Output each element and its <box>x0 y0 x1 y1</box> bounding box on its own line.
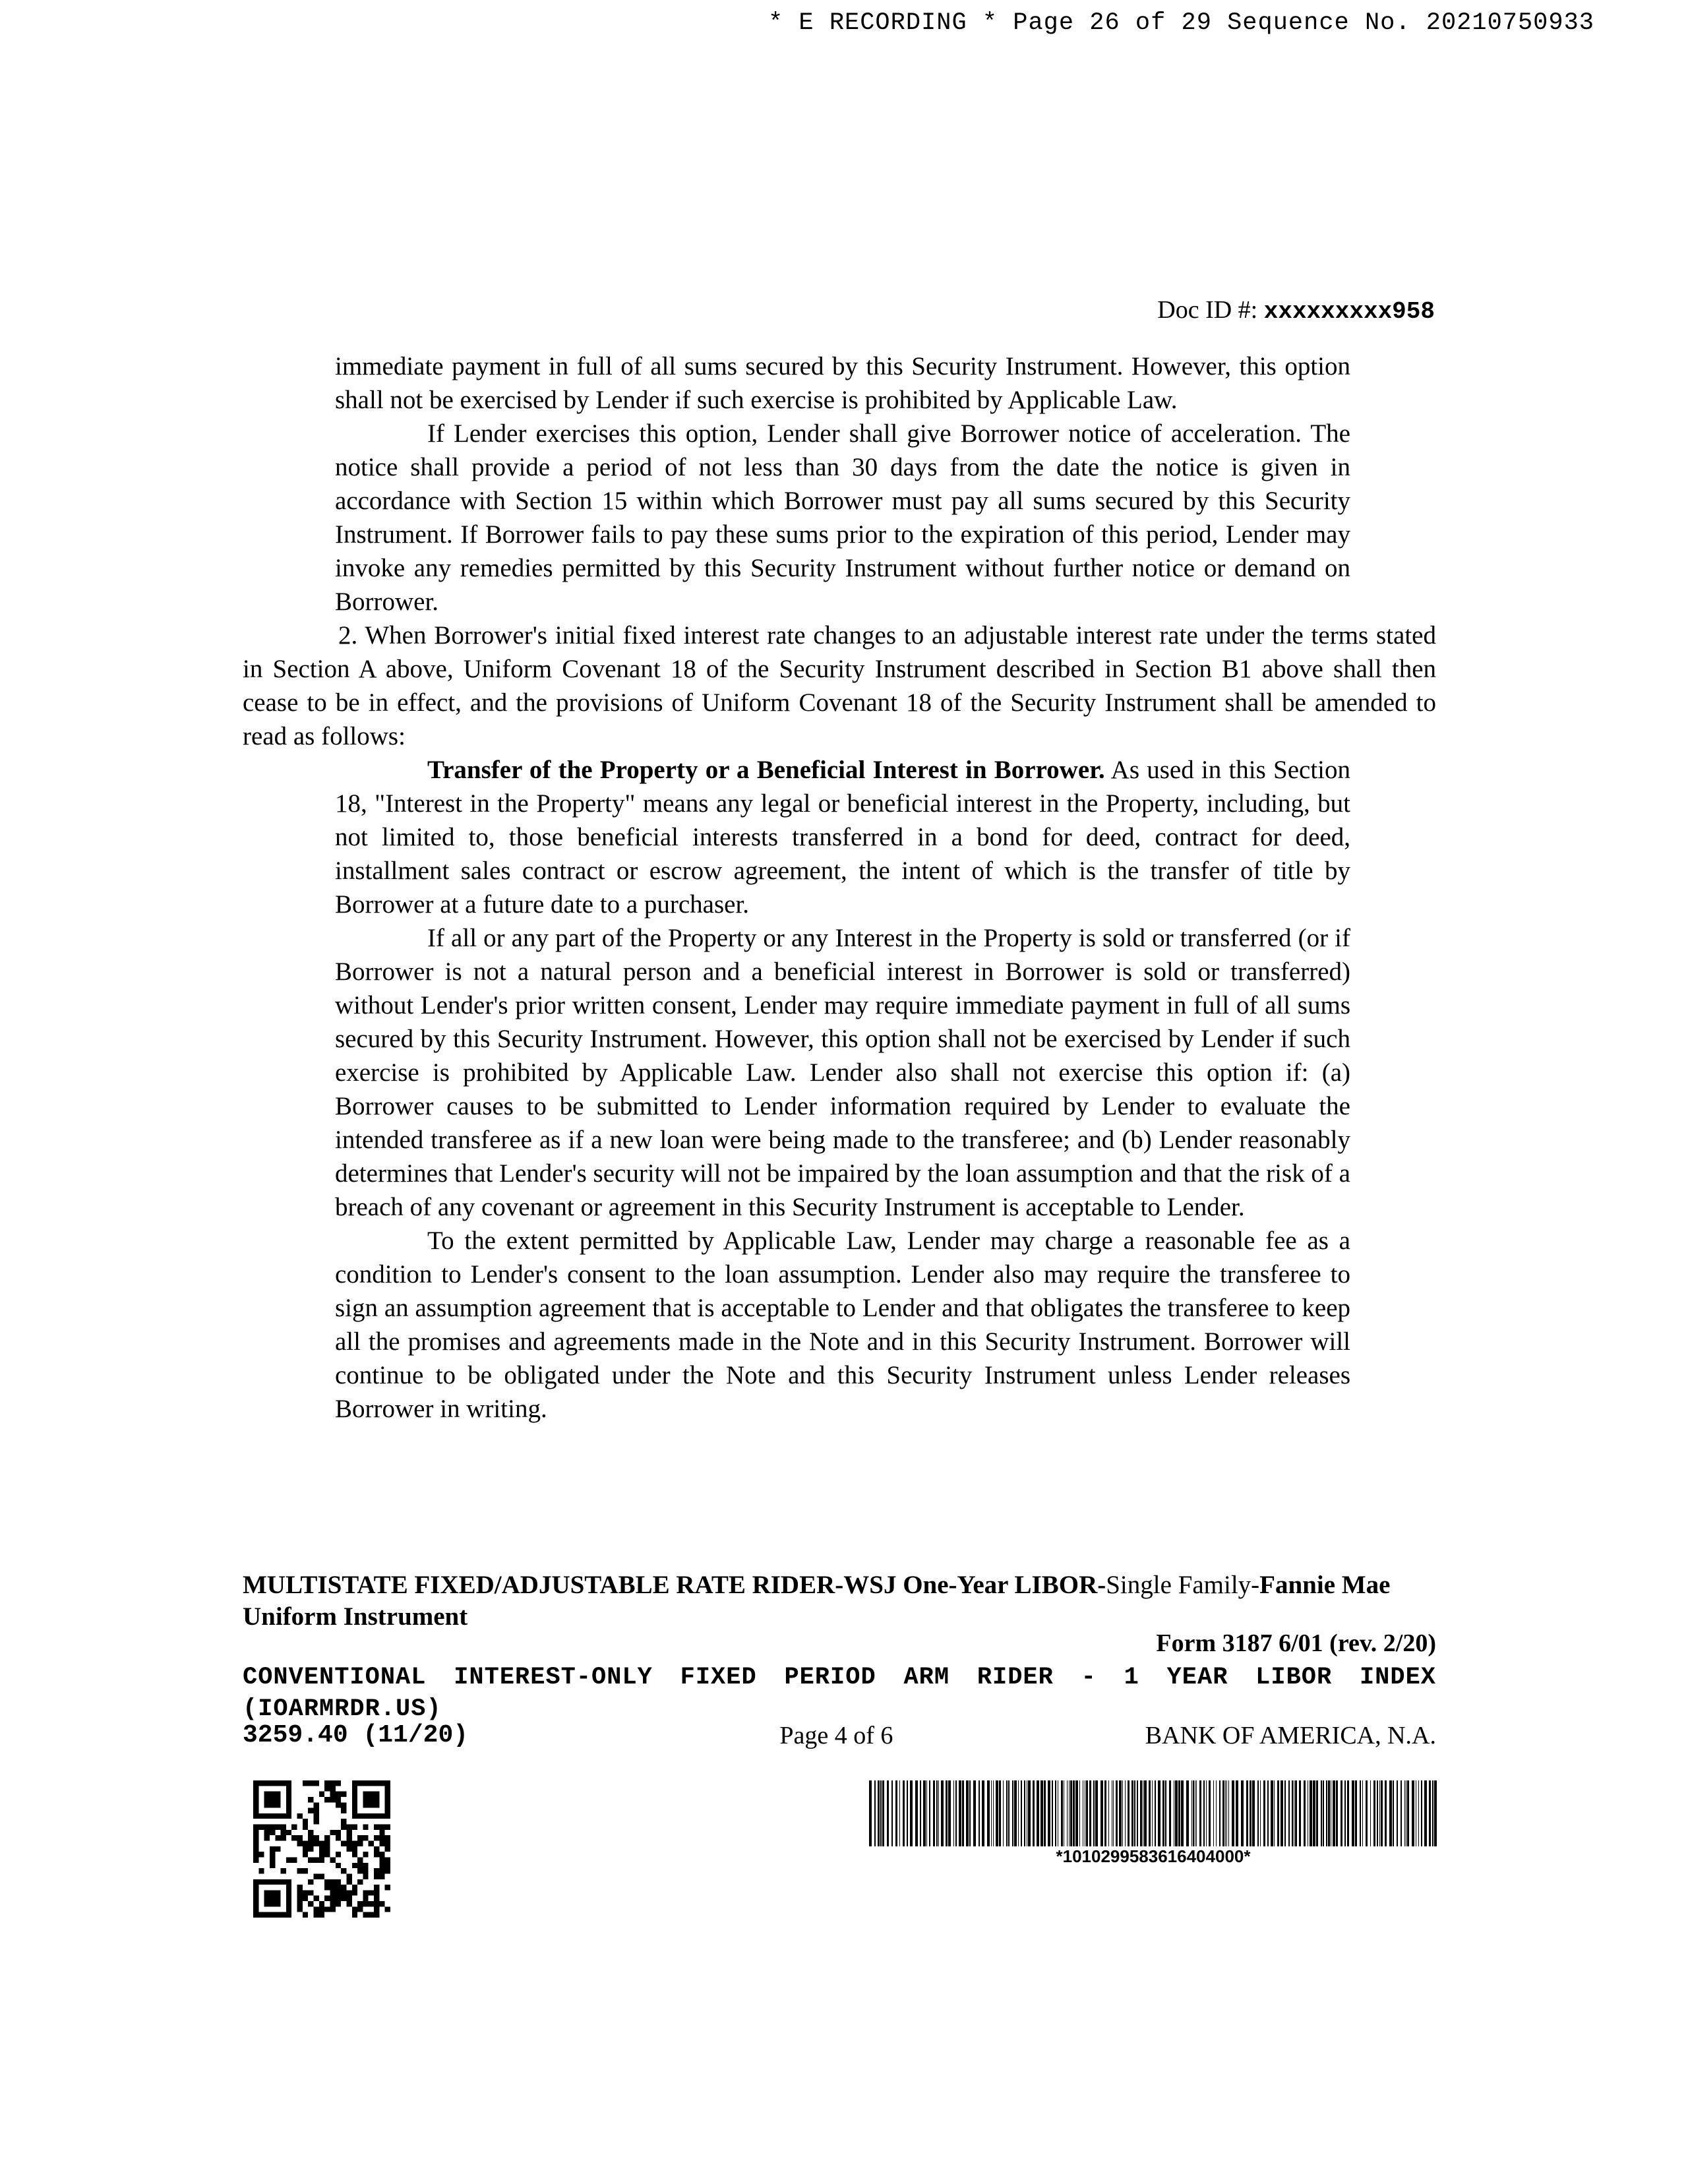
rider-title-line2: Uniform Instrument <box>243 1602 468 1631</box>
doc-id-label: Doc ID #: <box>1157 296 1258 324</box>
paragraph-assumption-fee: To the extent permitted by Applicable Law, Lender may charge a reasonable fee as a condition to Lender's consent to the loan assumption. Lender also may require the transferee to sign an assumption agreement that is acceptable to Lender and that obligates the transferee to keep all the promises and agreements made in the Note and in this Security Instrument. Borrower will continue to be obligated under the Note and this Security Instrument unless Lender releases Borrower in writing. <box>335 1227 1350 1423</box>
rider-title <box>243 1569 1436 1633</box>
paragraph-acceleration-continued: immediate payment in full of all sums secured by this Security Instrument. However, this option shall not be exercised by Lender if such exercise is prohibited by Applicable Law. <box>335 352 1350 414</box>
paragraph-transfer-consent: If all or any part of the Property or any Interest in the Property is sold or transferred (or if Borrower is not a natural person and a beneficial interest in Borrower is sold or transferred) without Lender's prior written consent, Lender may require immediate payment in full of all sums secured by this Security Instrument. However, this option shall not be exercised by Lender if such exercise is prohibited by Applicable Law. Lender also shall not exercise this option if: (a) Borrower causes to be submitted to Lender information required by Lender to evaluate the intended transferee as if a new loan were being made to the transferee; and (b) Lender reasonably determines that Lender's security will not be impaired by the loan assumption and that the risk of a breach of any covenant or agreement in this Security Instrument is acceptable to Lender. <box>335 924 1350 1221</box>
paragraph-covenant-18-text: 2. When Borrower's initial fixed interest rate changes to an adjustable interest rate under the terms stated in Section A above, Uniform Covenant 18 of the Security Instrument described in Section B1 above shall then cease to be in effect, and the provisions of Uniform Covenant 18 of the Security Instrument shall be amended to read as follows: <box>243 621 1436 750</box>
conventional-rider-line <box>243 1662 1436 1725</box>
paragraph-covenant-18-amendment <box>243 619 1436 753</box>
page-label: Page 4 of 6 <box>779 1722 893 1749</box>
form-number: Form 3187 6/01 (rev. 2/20) <box>1156 1629 1436 1657</box>
transfer-definition-text: As used in this Section 18, "Interest in the Property" means any legal or beneficial interest in the Property, including, but not limited to, those beneficial interests transferred in a bond for deed, contract for deed, installment sales contract or escrow agreement, the intent of which is the transfer of title by Borrower at a future date to a purchaser. <box>335 756 1350 919</box>
paragraph-transfer-definition <box>335 753 1350 921</box>
document-body <box>243 349 1436 1426</box>
qr-code-icon <box>253 1780 390 1918</box>
transfer-heading: Transfer of the Property or a Beneficial Interest in Borrower. <box>427 756 1105 784</box>
footer-bottom-row <box>243 1721 1436 1750</box>
rider-title-bold: MULTISTATE FIXED/ADJUSTABLE RATE RIDER-WSJ One-Year LIBOR- <box>243 1571 1106 1599</box>
doc-id-value: xxxxxxxxx958 <box>1263 298 1435 325</box>
rider-title-normal: Single Family- <box>1106 1571 1260 1599</box>
lender-name: BANK OF AMERICA, N.A. <box>1145 1722 1436 1749</box>
paragraph-notice-of-acceleration: If Lender exercises this option, Lender shall give Borrower notice of acceleration. The notice shall provide a period of not less than 30 days from the date the notice is given in accordance with Section 15 within which Borrower must pay all sums secured by this Security Instrument. If Borrower fails to pay these sums prior to the expiration of this period, Lender may invoke any remedies permitted by this Security Instrument without further notice or demand on Borrower. <box>335 419 1350 616</box>
recording-header: * E RECORDING * Page 26 of 29 Sequence No. 20210750933 <box>768 9 1594 37</box>
form-code: 3259.40 (11/20) <box>243 1721 469 1749</box>
barcode-icon <box>869 1780 1437 1846</box>
barcode-number: *1010299583616404000* <box>1056 1846 1251 1866</box>
doc-id <box>1157 295 1435 325</box>
conventional-line: CONVENTIONAL INTEREST-ONLY FIXED PERIOD ARM RIDER - 1 YEAR LIBOR INDEX <box>243 1664 1436 1691</box>
rider-title-bold2: Fannie Mae <box>1259 1571 1391 1599</box>
conventional-code: (IOARMRDR.US) <box>243 1695 442 1723</box>
